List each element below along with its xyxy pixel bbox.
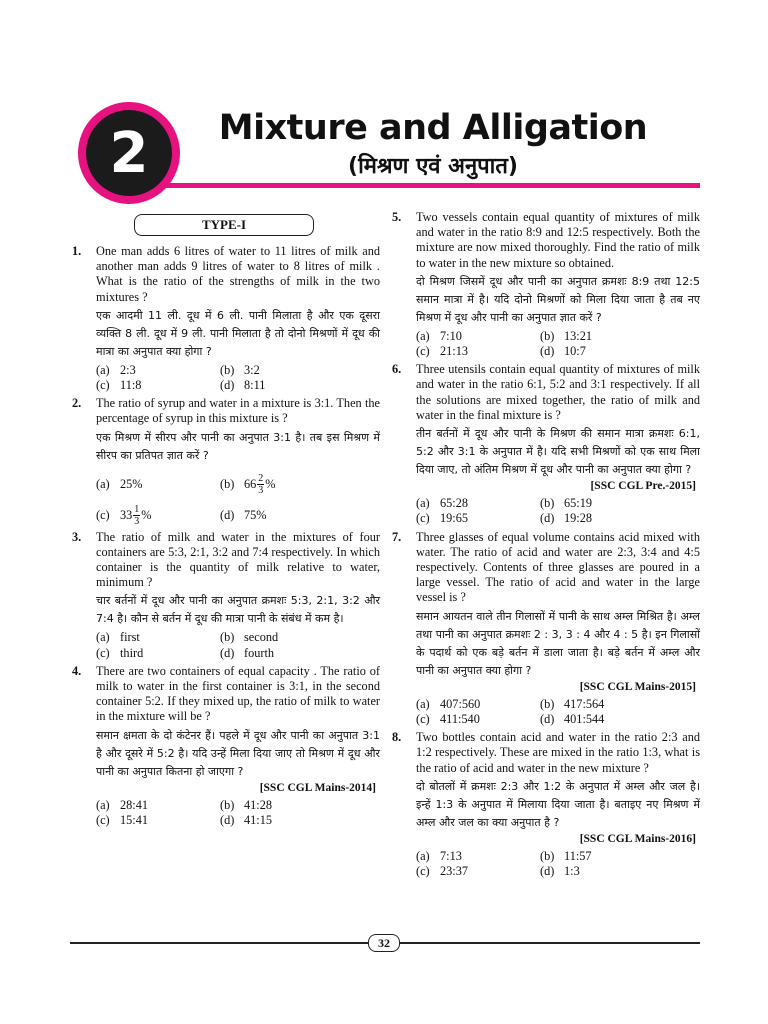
option-list (96, 363, 380, 393)
option-label: (c) (416, 511, 430, 526)
question-number: 7. (392, 529, 402, 544)
question-3 (70, 530, 380, 661)
fraction-numerator: 1 (134, 503, 140, 515)
option-c[interactable] (416, 712, 540, 727)
option-c[interactable] (96, 378, 220, 393)
option-b[interactable] (220, 473, 380, 496)
option-d[interactable] (540, 511, 700, 526)
option-d[interactable] (220, 813, 380, 828)
option-a[interactable] (416, 496, 540, 511)
option-d[interactable] (540, 712, 700, 727)
option-label: (c) (96, 813, 110, 828)
option-list (96, 473, 380, 527)
option-a[interactable] (96, 630, 220, 645)
option-text: 7:13 (440, 849, 462, 864)
option-text: 7:10 (440, 328, 462, 343)
option-label: (a) (416, 849, 430, 864)
option-c[interactable] (96, 646, 220, 661)
question-text-hi: दो मिश्रण जिसमें दूध और पानी का अनुपात क्रमशः 8:9 तथा 12:5 समान मात्रा में है। यदि दोनो मिश्रणों को मिला दिया जाता है तब नए मिश्रण में दूध और पानी का अनुपात ज्ञात करें ? (416, 274, 700, 324)
option-label: (d) (540, 344, 555, 359)
page-number: 32 (368, 934, 400, 952)
question-number: 5. (392, 210, 402, 224)
option-label: (d) (540, 864, 555, 879)
chapter-subtitle: (मिश्रण एवं अनुपात) (348, 154, 518, 179)
option-text: fourth (244, 645, 275, 660)
question-6 (390, 362, 700, 526)
option-a[interactable] (96, 473, 220, 496)
option-text: 2:3 (120, 362, 136, 377)
option-text: 13:21 (564, 328, 593, 343)
option-list (96, 630, 380, 660)
option-d[interactable] (540, 864, 700, 879)
right-column (390, 210, 700, 882)
exam-source: [SSC CGL Mains-2015] (579, 680, 696, 693)
option-text: 8:11 (244, 378, 266, 393)
option-label: (a) (96, 797, 110, 812)
fraction-whole: 66 (244, 476, 257, 491)
option-d[interactable] (220, 646, 380, 661)
option-text: 25% (120, 476, 143, 491)
option-text: third (120, 645, 144, 660)
option-list (416, 329, 700, 359)
option-text: 411:540 (440, 712, 480, 727)
question-4 (70, 664, 380, 828)
option-label: (a) (416, 328, 430, 343)
option-list (96, 798, 380, 828)
option-label: (c) (96, 507, 110, 522)
option-a[interactable] (416, 697, 540, 712)
option-text: 1:3 (564, 864, 580, 879)
question-text-en: One man adds 6 litres of water to 11 litres of milk and another man adds 9 litres of water to 8 litres of milk . What is the ratio of the strengths of milk in the two mixtures ? (96, 244, 380, 304)
option-text: 15:41 (120, 813, 149, 828)
option-label: (d) (220, 813, 235, 828)
exam-source: [SSC CGL Mains-2014] (259, 781, 376, 794)
option-label: (d) (220, 378, 235, 393)
option-label: (b) (540, 328, 555, 343)
option-list (416, 697, 700, 727)
question-text-hi: समान क्षमता के दो कंटेनर हैं। पहले में दूध और पानी का अनुपात 3:1 है और दूसरे में 5:2 है। यदि उन्हें मिला दिया जाए तो मिश्रण में दूध और पानी का अनुपात कितना हो जाएगा ? (96, 728, 380, 778)
question-number: 2. (72, 396, 82, 411)
option-text: first (120, 630, 140, 645)
question-text-en: Two bottles contain acid and water in the ratio 2:3 and 1:2 respectively. These are mixed in the ratio 1:3, what is the ratio of acid and water in the new mixture ? (416, 730, 700, 775)
question-text-en: The ratio of milk and water in the mixtures of four containers are 5:3, 2:1, 3:2 and 7:4 respectively. In which container is the quantity of milk relative to water, minimum ? (96, 529, 380, 590)
option-label: (b) (220, 476, 235, 491)
option-label: (b) (220, 630, 235, 645)
fraction-suffix: % (265, 476, 276, 491)
option-text: 65:19 (564, 496, 593, 511)
question-number: 1. (72, 244, 82, 258)
option-label: (b) (540, 849, 555, 864)
option-a[interactable] (96, 798, 220, 813)
question-text-hi: एक मिश्रण में सीरप और पानी का अनुपात 3:1 है। तब इस मिश्रण में सीरप का प्रतिपत ज्ञात करें ? (96, 430, 380, 462)
option-label: (c) (416, 864, 430, 879)
question-text-hi: एक आदमी 11 ली. दूध में 6 ली. पानी मिलाता है और एक दूसरा व्यक्ति 8 ली. दूध में 9 ली. पानी मिलाता है तो दोनो मिश्रणों में दूध की मात्रा का अनुपात क्या होगा ? (96, 308, 380, 358)
option-label: (d) (220, 645, 235, 660)
fraction (133, 504, 140, 527)
fraction-denominator: 3 (134, 515, 140, 527)
option-b[interactable] (540, 849, 700, 864)
question-text-en: Three utensils contain equal quantity of mixtures of milk and water in the ratio 6:1, 5:2 and 3:1 respectively. If all the solutions are mixed together, the ratio of milk and water in the final mixture is ? (416, 362, 700, 422)
option-label: (a) (96, 476, 110, 491)
option-b[interactable] (220, 630, 380, 645)
question-number: 3. (72, 529, 82, 544)
option-b[interactable] (220, 798, 380, 813)
question-7 (390, 530, 700, 728)
option-text: 417:564 (564, 696, 605, 711)
question-text-en: Three glasses of equal volume contains acid mixed with water. The ratio of acid and water are 2:3, 3:4 and 4:5 respectively. Contents of three glasses are poured in a large vessel. The ratio of acid and water in the large vessel is ? (416, 529, 700, 605)
option-d[interactable] (220, 378, 380, 393)
option-c[interactable] (416, 344, 540, 359)
question-text-en: The ratio of syrup and water in a mixture is 3:1. Then the percentage of syrup in this mixture is ? (96, 396, 380, 426)
chapter-number-badge: 2 (78, 102, 180, 204)
option-text: 407:560 (440, 696, 481, 711)
question-1 (70, 244, 380, 393)
question-number: 8. (392, 730, 402, 745)
option-a[interactable] (416, 849, 540, 864)
option-label: (a) (96, 362, 110, 377)
option-text: 401:544 (564, 712, 605, 727)
question-text-hi: चार बर्तनों में दूध और पानी का अनुपात क्रमशः 5:3, 2:1, 3:2 और 7:4 है। कौन से बर्तन में दूध की मात्रा पानी के संबंध में कम है। (96, 594, 380, 626)
option-b[interactable] (540, 329, 700, 344)
option-label: (b) (540, 696, 555, 711)
option-list (416, 496, 700, 526)
option-text: 41:15 (244, 813, 273, 828)
option-text: 21:13 (440, 344, 469, 359)
option-label: (d) (540, 511, 555, 526)
option-label: (b) (220, 362, 235, 377)
option-list (416, 849, 700, 879)
option-text: 23:37 (440, 864, 469, 879)
option-label: (a) (416, 496, 430, 511)
left-column (70, 210, 380, 831)
question-number: 6. (392, 362, 402, 377)
option-text: 11:57 (564, 849, 592, 864)
question-text-hi: दो बोतलों में क्रमशः 2:3 और 1:2 के अनुपात में अम्ल और जल है। इन्हें 1:3 के अनुपात में मिलाया दिया जाता है। बताइए नए मिश्रण में अम्ल और जल का क्या अनुपात है ? (416, 779, 700, 829)
question-2 (70, 396, 380, 526)
option-label: (c) (416, 344, 430, 359)
question-5 (390, 210, 700, 359)
option-label: (b) (540, 496, 555, 511)
option-label: (a) (416, 696, 430, 711)
section-label: TYPE-I (134, 214, 314, 236)
exam-source: [SSC CGL Mains-2016] (579, 832, 696, 845)
option-text: second (244, 630, 279, 645)
fraction-denominator: 3 (258, 484, 264, 496)
option-text: 65:28 (440, 496, 469, 511)
option-label: (b) (220, 797, 235, 812)
option-b[interactable] (540, 697, 700, 712)
mixed-fraction (244, 473, 276, 496)
option-text: 28:41 (120, 797, 149, 812)
option-text: 41:28 (244, 797, 273, 812)
option-label: (c) (416, 712, 430, 727)
option-b[interactable] (540, 496, 700, 511)
option-b[interactable] (220, 363, 380, 378)
exam-source: [SSC CGL Pre.-2015] (590, 480, 696, 493)
fraction-numerator: 2 (258, 472, 264, 484)
option-label: (d) (220, 507, 235, 522)
option-text: 3:2 (244, 362, 260, 377)
option-text: 11:8 (120, 378, 142, 393)
option-c[interactable] (416, 864, 540, 879)
question-text-hi: समान आयतन वाले तीन गिलासों में पानी के साथ अम्ल मिश्रित है। अम्ल तथा पानी का अनुपात क्रमशः 2 : 3, 3 : 4 और 4 : 5 है। इन गिलासों के पदार्थ को एक बड़े बर्तन में डाला जाता है। बड़े बर्तन में अम्ल और पानी का अनुपात क्या होगा ? (416, 609, 700, 677)
mixed-fraction (120, 504, 152, 527)
option-c[interactable] (96, 813, 220, 828)
question-text-en: Two vessels contain equal quantity of mixtures of milk and water in the ratio 8:9 and 12:5 respectively. Both the mixture are now mixed thoroughly. Find the ratio of milk to water in the new mixture so obtained. (416, 210, 700, 270)
option-c[interactable] (416, 511, 540, 526)
option-d[interactable] (540, 344, 700, 359)
option-c[interactable] (96, 504, 220, 527)
fraction (257, 473, 264, 496)
question-number: 4. (72, 663, 82, 678)
option-label: (a) (96, 630, 110, 645)
option-d[interactable] (220, 504, 380, 527)
option-text: 10:7 (564, 344, 586, 359)
option-label: (c) (96, 645, 110, 660)
option-a[interactable] (416, 329, 540, 344)
option-text: 75% (244, 507, 267, 522)
question-8 (390, 730, 700, 879)
option-label: (d) (540, 712, 555, 727)
option-text: 19:65 (440, 511, 469, 526)
fraction-whole: 33 (120, 507, 133, 522)
option-text: 19:28 (564, 511, 593, 526)
question-text-hi: तीन बर्तनों में दूध और पानी के मिश्रण की समान मात्रा क्रमशः 6:1, 5:2 और 3:1 के अनुपात में है। यदि सभी मिश्रणों को एक साथ मिला दिया जाए, तो अंतिम मिश्रण में दूध और पानी का अनुपात क्या होगा ? (416, 427, 700, 477)
option-a[interactable] (96, 363, 220, 378)
fraction-suffix: % (141, 507, 152, 522)
chapter-title: Mixture and Alligation (218, 108, 648, 148)
header-rule (160, 183, 700, 188)
question-text-en: There are two containers of equal capacity . The ratio of milk to water in the first container is 3:1, in the second container 5:2. If they mixed up, the ratio of milk to water in the mixture will be ? (96, 663, 380, 724)
option-label: (c) (96, 378, 110, 393)
